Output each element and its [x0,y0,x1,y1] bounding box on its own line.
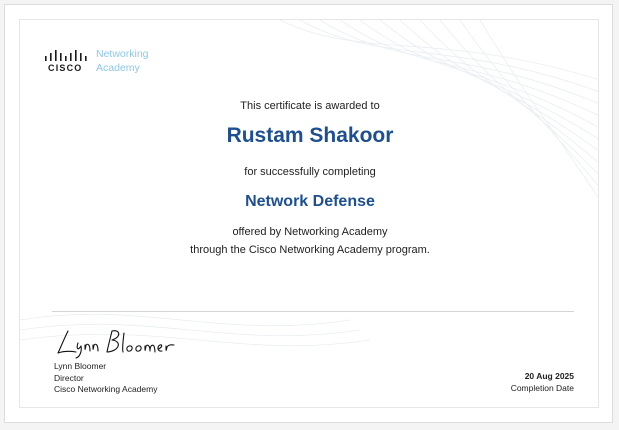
signatory-name: Lynn Bloomer [54,361,107,371]
signatory-title: Director [54,372,84,383]
completion-phrase: for successfully completing [244,166,376,178]
cisco-networking-academy-logo [44,47,174,83]
recipient-name: Rustam Shakoor [226,124,394,147]
program-statement: through the Cisco Networking Academy program. [190,244,430,256]
signature-image [54,321,184,361]
cisco-bars-icon [44,50,92,62]
award-intro: This certificate is awarded to [240,100,380,112]
completion-date: 20 Aug 2025 [524,371,574,381]
certificate-page [4,4,613,423]
cisco-wordmark: CISCO [48,63,83,73]
completion-date-label: Completion Date [510,382,574,393]
logo-networking-text: Networking [96,48,149,60]
logo-academy-text: Academy [96,62,140,74]
signatory-organization: Cisco Networking Academy [54,384,158,394]
certificate-frame [19,19,599,408]
signatory-block [54,361,157,396]
course-title: Network Defense [245,193,375,210]
signature-divider [52,311,574,312]
completion-date-block [511,371,574,394]
offered-by: offered by Networking Academy [232,226,388,238]
